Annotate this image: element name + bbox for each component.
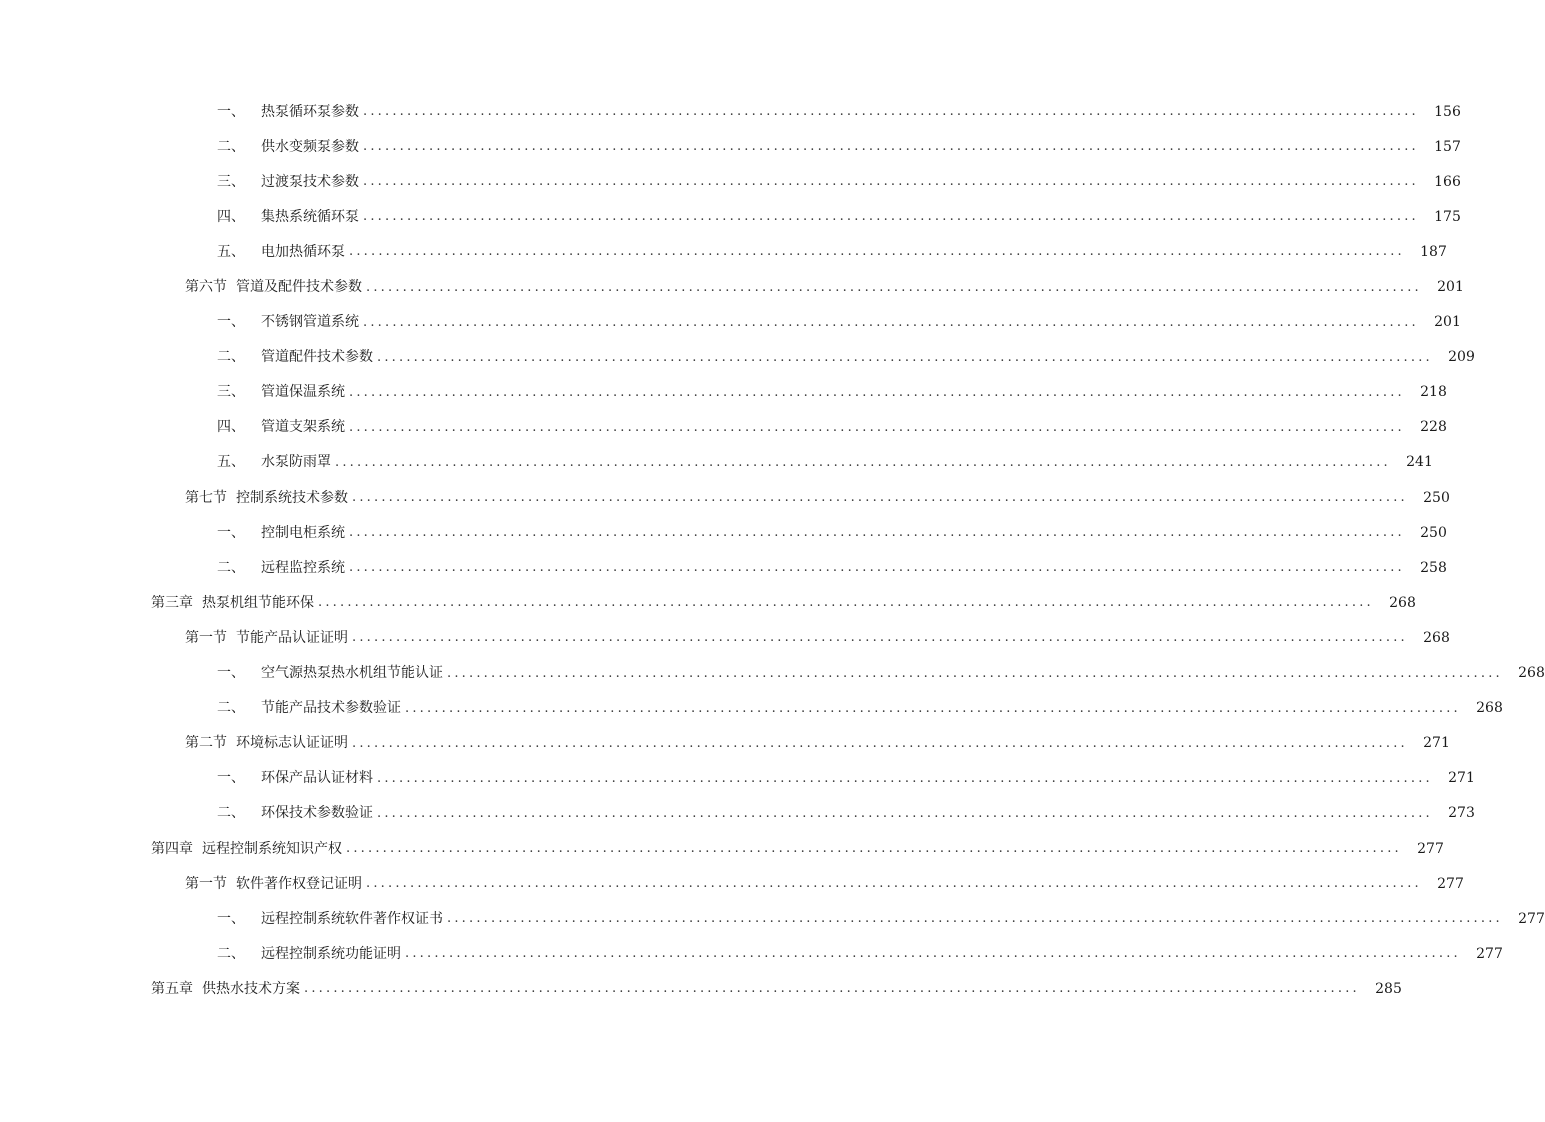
dot-leader: ................................................................................................................................................	[447, 665, 1503, 681]
toc-chapter-title: 供热水技术方案	[202, 980, 300, 997]
toc-entry-number: 二、	[217, 700, 245, 717]
toc-entry-number: 二、	[217, 805, 245, 822]
toc-chapter-title: 远程控制系统知识产权	[202, 840, 342, 857]
toc-section-title: 环境标志认证证明	[236, 735, 348, 752]
toc-entry-number: 一、	[217, 910, 245, 927]
toc-entry-page: 156	[1434, 103, 1461, 120]
toc-entry[interactable]	[0, 796, 1475, 831]
toc-entry-number: 二、	[217, 138, 245, 155]
toc-entry-page: 273	[1448, 805, 1475, 822]
dot-leader: ................................................................................................................................................	[352, 735, 1408, 751]
toc-entry[interactable]	[0, 129, 1461, 164]
dot-leader: ................................................................................................................................................	[304, 981, 1360, 997]
toc-entry-page: 258	[1420, 559, 1447, 576]
toc-chapter-number: 第四章	[151, 840, 193, 857]
toc-entry-page: 268	[1518, 665, 1545, 682]
toc-entry-title: 管道保温系统	[261, 384, 345, 401]
dot-leader: ................................................................................................................................................	[363, 209, 1419, 225]
toc-entry-number: 一、	[217, 314, 245, 331]
toc-chapter-number: 第五章	[151, 980, 193, 997]
toc-chapter-page: 277	[1417, 840, 1444, 857]
toc-section[interactable]	[0, 480, 1450, 515]
toc-entry-title: 管道配件技术参数	[261, 349, 373, 366]
toc-entry[interactable]	[0, 199, 1461, 234]
dot-leader: ................................................................................................................................................	[335, 454, 1391, 470]
toc-entry-number: 一、	[217, 770, 245, 787]
toc-entry-page: 271	[1448, 770, 1475, 787]
toc-entry-number: 二、	[217, 559, 245, 576]
dot-leader: ................................................................................................................................................	[363, 174, 1419, 190]
toc-entry[interactable]	[0, 656, 1545, 691]
toc-entry-number: 五、	[217, 454, 245, 471]
toc-entry-title: 管道支架系统	[261, 419, 345, 436]
toc-entry-page: 250	[1420, 524, 1447, 541]
toc-entry-page: 157	[1434, 138, 1461, 155]
toc-entry-title: 节能产品技术参数验证	[261, 700, 401, 717]
toc-chapter-page: 268	[1389, 594, 1416, 611]
toc-entry-title: 水泵防雨罩	[261, 454, 331, 471]
dot-leader: ................................................................................................................................................	[349, 525, 1405, 541]
toc-chapter-page: 285	[1375, 980, 1402, 997]
toc-entry[interactable]	[0, 305, 1461, 340]
toc-entry-page: 166	[1434, 173, 1461, 190]
toc-entry-title: 电加热循环泵	[261, 243, 345, 260]
toc-section-number: 第六节	[185, 279, 227, 296]
toc-section-number: 第二节	[185, 735, 227, 752]
dot-leader: ................................................................................................................................................	[318, 595, 1374, 611]
toc-entry-title: 控制电柜系统	[261, 524, 345, 541]
dot-leader: ................................................................................................................................................	[377, 770, 1433, 786]
toc-entry-title: 远程控制系统功能证明	[261, 945, 401, 962]
toc-chapter[interactable]	[0, 585, 1416, 620]
toc-chapter[interactable]	[0, 831, 1444, 866]
toc-entry-page: 209	[1448, 349, 1475, 366]
toc-entry-title: 远程监控系统	[261, 559, 345, 576]
toc-entry-number: 一、	[217, 665, 245, 682]
dot-leader: ................................................................................................................................................	[363, 314, 1419, 330]
toc-entry[interactable]	[0, 550, 1447, 585]
toc-section-title: 管道及配件技术参数	[236, 279, 362, 296]
toc-entry-number: 五、	[217, 243, 245, 260]
toc-section-page: 250	[1423, 489, 1450, 506]
toc-section-page: 268	[1423, 629, 1450, 646]
toc-section[interactable]	[0, 726, 1450, 761]
toc-entry-page: 241	[1406, 454, 1433, 471]
table-of-contents	[0, 94, 1545, 1006]
toc-section-title: 节能产品认证证明	[236, 629, 348, 646]
toc-entry[interactable]	[0, 901, 1545, 936]
dot-leader: ................................................................................................................................................	[349, 244, 1405, 260]
toc-section[interactable]	[0, 866, 1464, 901]
toc-entry-page: 175	[1434, 208, 1461, 225]
toc-section-page: 277	[1437, 875, 1464, 892]
toc-entry[interactable]	[0, 164, 1461, 199]
dot-leader: ................................................................................................................................................	[363, 139, 1419, 155]
toc-section[interactable]	[0, 269, 1464, 304]
dot-leader: ................................................................................................................................................	[447, 911, 1503, 927]
toc-entry-page: 277	[1476, 945, 1503, 962]
toc-entry-title: 不锈钢管道系统	[261, 314, 359, 331]
dot-leader: ................................................................................................................................................	[366, 876, 1422, 892]
toc-entry[interactable]	[0, 936, 1503, 971]
toc-entry-page: 218	[1420, 384, 1447, 401]
dot-leader: ................................................................................................................................................	[405, 700, 1461, 716]
toc-entry-number: 二、	[217, 349, 245, 366]
dot-leader: ................................................................................................................................................	[346, 841, 1402, 857]
toc-entry-page: 268	[1476, 700, 1503, 717]
dot-leader: ................................................................................................................................................	[349, 419, 1405, 435]
toc-entry[interactable]	[0, 691, 1503, 726]
toc-entry[interactable]	[0, 340, 1475, 375]
toc-entry-title: 空气源热泵热水机组节能认证	[261, 665, 443, 682]
toc-entry-number: 一、	[217, 524, 245, 541]
toc-entry[interactable]	[0, 234, 1447, 269]
toc-entry-title: 过渡泵技术参数	[261, 173, 359, 190]
toc-section[interactable]	[0, 620, 1450, 655]
toc-section-number: 第七节	[185, 489, 227, 506]
toc-entry-number: 四、	[217, 419, 245, 436]
toc-entry-page: 187	[1420, 243, 1447, 260]
dot-leader: ................................................................................................................................................	[377, 349, 1433, 365]
toc-entry-number: 二、	[217, 945, 245, 962]
dot-leader: ................................................................................................................................................	[377, 805, 1433, 821]
toc-section-page: 271	[1423, 735, 1450, 752]
toc-chapter[interactable]	[0, 971, 1402, 1006]
toc-entry-number: 三、	[217, 173, 245, 190]
dot-leader: ................................................................................................................................................	[352, 490, 1408, 506]
toc-chapter-number: 第三章	[151, 594, 193, 611]
toc-section-number: 第一节	[185, 875, 227, 892]
toc-section-page: 201	[1437, 279, 1464, 296]
toc-entry-title: 环保产品认证材料	[261, 770, 373, 787]
toc-section-title: 控制系统技术参数	[236, 489, 348, 506]
toc-entry[interactable]	[0, 445, 1433, 480]
toc-entry[interactable]	[0, 94, 1461, 129]
toc-entry[interactable]	[0, 515, 1447, 550]
toc-entry-page: 201	[1434, 314, 1461, 331]
toc-entry[interactable]	[0, 375, 1447, 410]
toc-entry-page: 277	[1518, 910, 1545, 927]
toc-entry[interactable]	[0, 410, 1447, 445]
toc-entry[interactable]	[0, 761, 1475, 796]
toc-entry-number: 三、	[217, 384, 245, 401]
toc-section-title: 软件著作权登记证明	[236, 875, 362, 892]
toc-section-number: 第一节	[185, 629, 227, 646]
dot-leader: ................................................................................................................................................	[352, 630, 1408, 646]
toc-entry-title: 远程控制系统软件著作权证书	[261, 910, 443, 927]
toc-entry-title: 供水变频泵参数	[261, 138, 359, 155]
dot-leader: ................................................................................................................................................	[363, 104, 1419, 120]
toc-entry-number: 一、	[217, 103, 245, 120]
toc-entry-page: 228	[1420, 419, 1447, 436]
toc-chapter-title: 热泵机组节能环保	[202, 594, 314, 611]
toc-entry-title: 热泵循环泵参数	[261, 103, 359, 120]
toc-entry-title: 集热系统循环泵	[261, 208, 359, 225]
dot-leader: ................................................................................................................................................	[366, 279, 1422, 295]
toc-entry-title: 环保技术参数验证	[261, 805, 373, 822]
dot-leader: ................................................................................................................................................	[405, 946, 1461, 962]
dot-leader: ................................................................................................................................................	[349, 560, 1405, 576]
dot-leader: ................................................................................................................................................	[349, 384, 1405, 400]
toc-entry-number: 四、	[217, 208, 245, 225]
